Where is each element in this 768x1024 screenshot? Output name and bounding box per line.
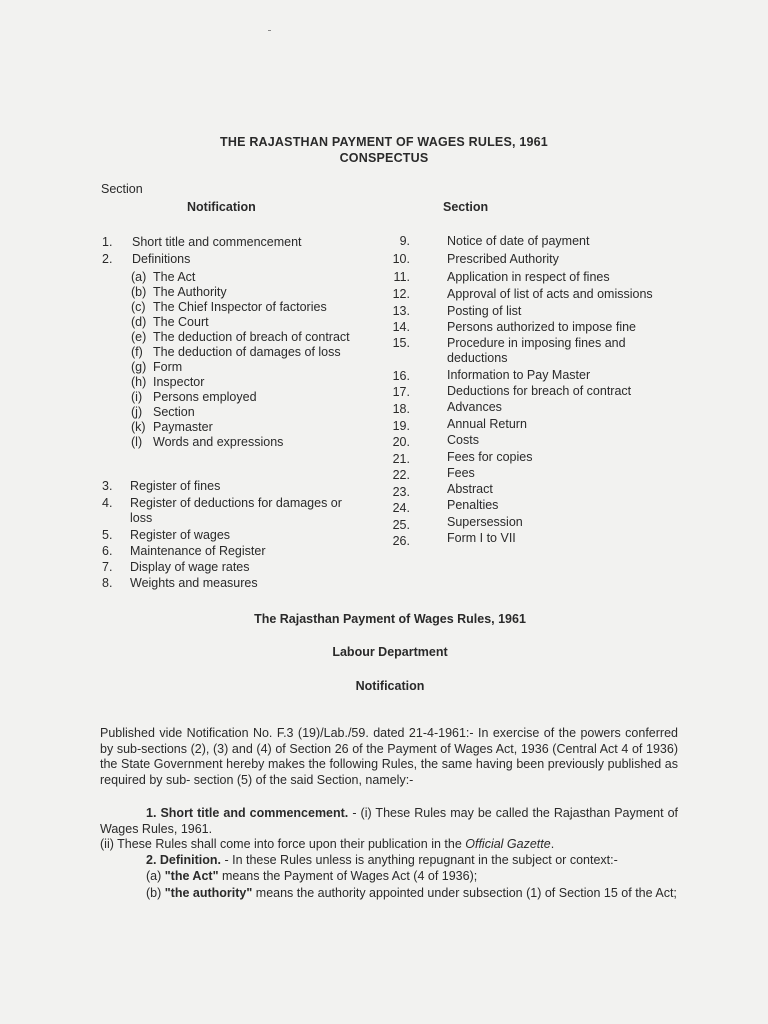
right-list: 9. Notice of date of payment 10. Prescribed Authority 11. Application in respect of fines 12. Approval of list of acts and omissions 13. Posting of list 14. Persons authorized to impose fine 15. Procedure in imposing fines and deductions 16. Information to Pay Master 17. Deductions for breach of contract 18. Advances 19. Annual Return 20. Costs 21. Fees for copies 22. Fees 23. Abstract 24. Penalties 25. Supersession 26. Form I to VII (392, 234, 653, 548)
document-title: THE RAJASTHAN PAYMENT OF WAGES RULES, 1961 (220, 135, 548, 149)
list-item: (i) Persons employed (131, 390, 257, 404)
left-list-top (102, 234, 382, 267)
rule-1-heading: 1. Short title and commencement. (146, 806, 349, 820)
intro-paragraph: Published vide Notification No. F.3 (19)/Lab./59. dated 21-4-1961:- In exercise of the powers conferred by sub-sections (2), (3) and (4) of Section 26 of the Payment of Wages Act, 1936 (Central Act 4 of 1936) the State Government hereby makes the following Rules, the same having been previously published as required by sub- section (5) of the said Section, namely:- (100, 726, 678, 787)
scan-speck (268, 30, 271, 31)
rule-2-heading: 2. Definition. (146, 853, 221, 867)
rule-2: 2. Definition. - In these Rules unless is anything repugnant in the subject or context:- (146, 853, 618, 867)
section-label: Section (101, 182, 143, 196)
rule-1: 1. Short title and commencement. - (i) These Rules may be called the Rajasthan Payment of Wages Rules, 1961. (100, 806, 678, 836)
list-item: (e) The deduction of breach of contract (131, 330, 350, 344)
list-item: (j) Section (131, 405, 195, 419)
left-list-bottom: 3. Register of fines 4. Register of deductions for damages or loss 5. Register of wages 6. Maintenance of Register 7. Display of wage rates 8. Weights and measures (102, 479, 342, 590)
left-column-heading: Notification (187, 200, 256, 214)
definition-b: (b) "the authority" means the authority appointed under subsection (1) of Section 15 of the Act; (146, 886, 677, 900)
list-item: (k) Paymaster (131, 420, 213, 434)
list-item: (h) Inspector (131, 375, 205, 389)
notification-heading: Notification (355, 679, 425, 693)
list-item: (b) The Authority (131, 285, 227, 299)
list-item: (g) Form (131, 360, 183, 374)
definition-a: (a) "the Act" means the Payment of Wages Act (4 of 1936); (146, 869, 478, 883)
right-column-heading: Section (443, 200, 489, 214)
list-item: 1. Short title and commencement (102, 235, 302, 249)
department-heading: Labour Department (332, 645, 448, 659)
list-item: (a) The Act (131, 270, 196, 284)
list-item: (f) The deduction of damages of loss (131, 345, 341, 359)
list-item: (c) The Chief Inspector of factories (131, 300, 327, 314)
document-subtitle: CONSPECTUS (339, 151, 429, 165)
rule-1-ii: (ii) These Rules shall come into force upon their publication in the Official Gazette. (100, 837, 555, 851)
rules-title: The Rajasthan Payment of Wages Rules, 1961 (254, 612, 526, 626)
list-item: (l) Words and expressions (131, 435, 284, 449)
definitions-list (131, 270, 381, 450)
list-item: 2. Definitions (102, 251, 191, 266)
list-item: (d) The Court (131, 315, 209, 329)
